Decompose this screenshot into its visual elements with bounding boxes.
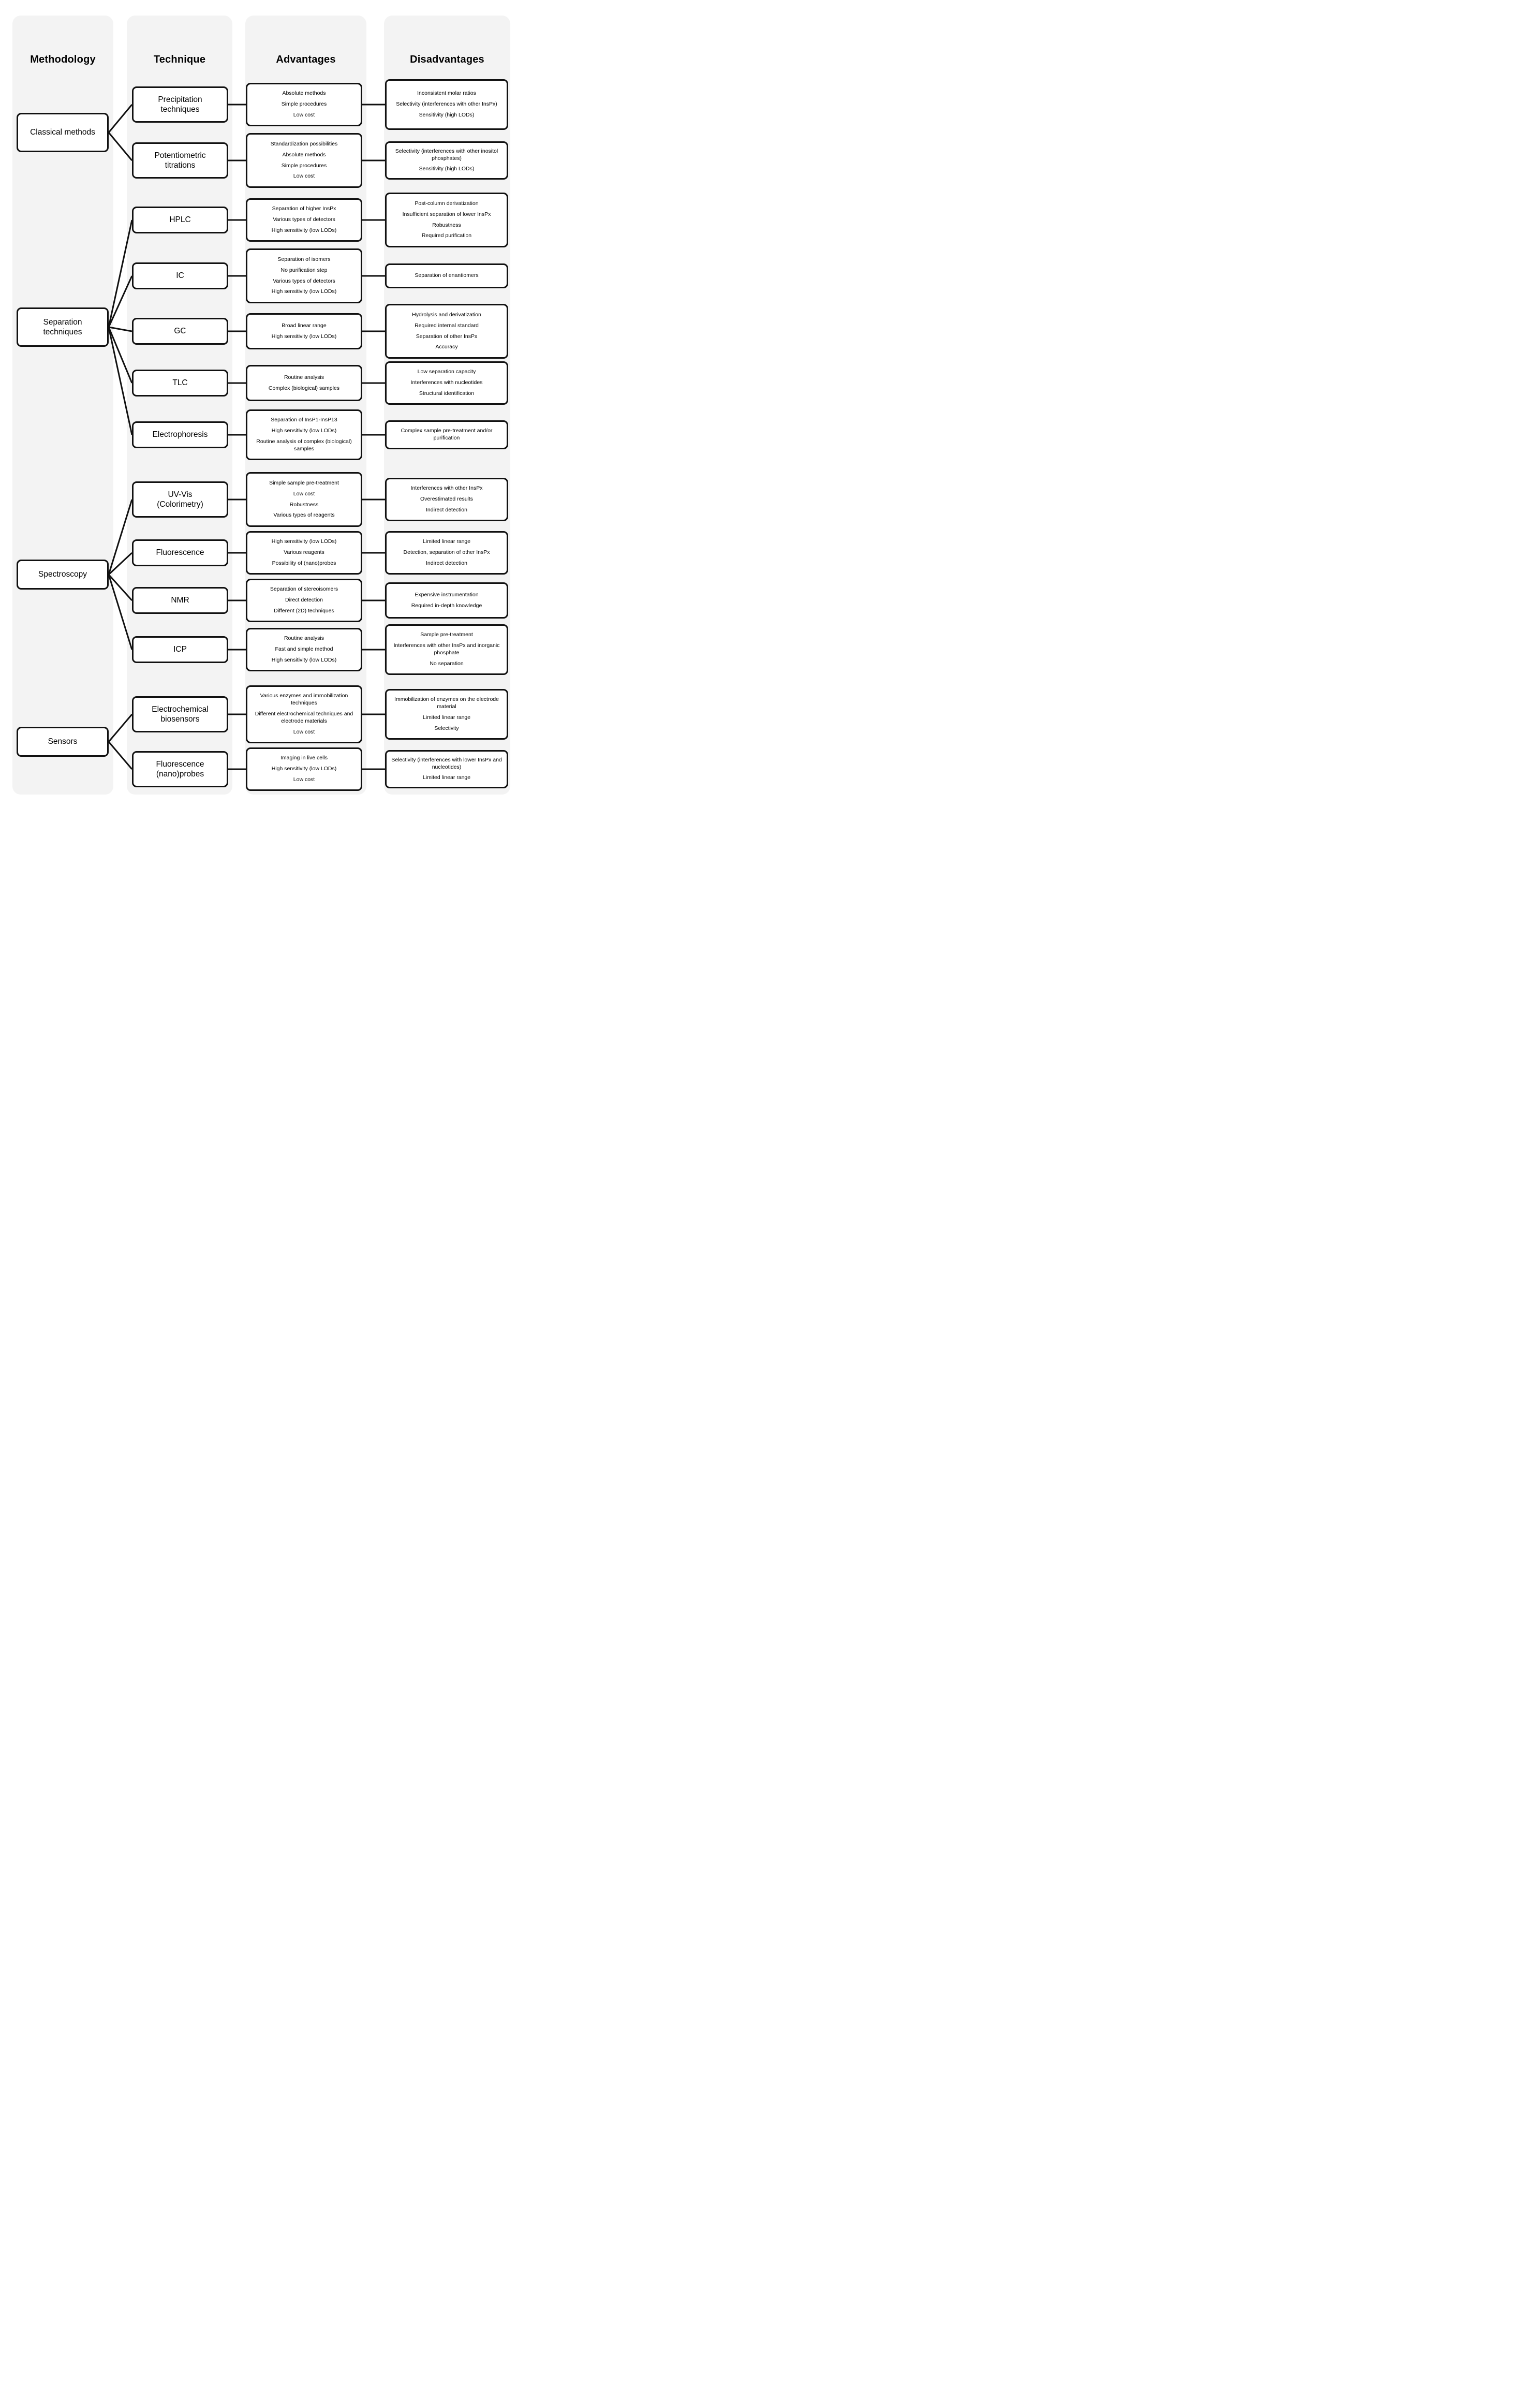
disadvantage-item: Overestimated results xyxy=(420,496,474,503)
advantage-item: Low cost xyxy=(293,173,315,180)
technique-label: UV-Vis (Colorimetry) xyxy=(157,490,203,509)
disadvantage-item: Required in-depth knowledge xyxy=(411,602,482,609)
disadvantage-item: Insufficient separation of lower InsPx xyxy=(402,211,491,217)
disadvantage-item: Sensitivity (high LODs) xyxy=(419,166,475,172)
advantage-item: Standardization possibilities xyxy=(270,140,338,147)
disadvantage-item: Expensive instrumentation xyxy=(415,591,479,598)
disadvantage-item: Indirect detection xyxy=(426,506,467,513)
technique-label: ICP xyxy=(173,645,187,654)
advantage-item: Separation of higher InsPx xyxy=(272,205,336,212)
disadvantage-item: Selectivity (interferences with other InsPx) xyxy=(396,101,497,108)
disadvantage-item: Separation of other InsPx xyxy=(416,333,478,340)
advantage-item: High sensitivity (low LODs) xyxy=(271,288,337,295)
advantage-item: High sensitivity (low LODs) xyxy=(271,227,337,233)
column-header-advantages: Advantages xyxy=(276,53,336,65)
technique-label: TLC xyxy=(172,378,188,388)
disadvantages-box-fluorescence xyxy=(385,531,508,575)
advantage-item: Simple procedures xyxy=(281,162,327,169)
disadvantage-item: Limited linear range xyxy=(422,538,471,545)
advantage-item: Low cost xyxy=(293,776,315,783)
advantages-box-tlc xyxy=(246,365,362,401)
technique-node-fluorescence-nanoprobes xyxy=(132,751,228,787)
disadvantage-item: Sample pre-treatment xyxy=(420,632,473,638)
advantage-item: Routine analysis of complex (biological) samples xyxy=(256,438,352,452)
methodology-label: Separation techniques xyxy=(43,317,82,336)
disadvantages-box-uv-vis xyxy=(385,478,508,521)
disadvantage-item: Interferences with other InsPx and inorganic phosphate xyxy=(393,642,500,656)
disadvantage-item: Selectivity (interferences with other inositol phosphates) xyxy=(395,148,498,161)
technique-node-potentiometric-titrations xyxy=(132,142,228,179)
advantage-item: Various types of reagents xyxy=(273,512,335,519)
advantages-box-hplc xyxy=(246,198,362,242)
advantage-item: Various enzymes and immobilization techniques xyxy=(260,693,348,707)
technique-node-precipitation-techniques xyxy=(132,86,228,123)
technique-node-hplc xyxy=(132,207,228,233)
disadvantage-item: Accuracy xyxy=(435,344,458,350)
advantage-item: Separation of InsP1-InsP13 xyxy=(271,417,337,423)
disadvantage-item: Immobilization of enzymes on the electrode material xyxy=(394,696,499,710)
advantages-box-ic xyxy=(246,248,362,303)
advantage-item: No purification step xyxy=(280,267,328,273)
advantage-item: Low cost xyxy=(293,490,315,497)
technique-label: Potentiometric titrations xyxy=(154,151,206,170)
advantage-item: Low cost xyxy=(293,111,315,118)
methodology-label: Classical methods xyxy=(30,128,95,137)
advantages-box-nmr xyxy=(246,579,362,622)
advantage-item: High sensitivity (low LODs) xyxy=(271,333,337,340)
advantage-item: Various reagents xyxy=(284,549,324,556)
advantage-item: Various types of detectors xyxy=(273,216,335,223)
advantages-box-electrophoresis xyxy=(246,409,362,460)
technique-node-gc xyxy=(132,318,228,345)
disadvantages-box-icp xyxy=(385,624,508,675)
technique-label: GC xyxy=(174,327,186,336)
advantage-item: Different electrochemical techniques and electrode materials xyxy=(255,711,353,724)
technique-label: HPLC xyxy=(169,215,191,225)
technique-node-fluorescence xyxy=(132,539,228,566)
technique-label: Electrochemical biosensors xyxy=(152,704,209,724)
disadvantages-box-hplc xyxy=(385,193,508,247)
technique-node-uv-vis-colorimetry xyxy=(132,481,228,518)
advantage-item: Low cost xyxy=(293,728,315,735)
disadvantages-box-fluorescence-nanoprobes xyxy=(385,750,508,788)
disadvantage-item: Post-column derivatization xyxy=(415,200,479,207)
advantage-item: Different (2D) techniques xyxy=(274,607,334,614)
disadvantage-item: Structural identification xyxy=(419,390,475,397)
disadvantages-box-tlc xyxy=(385,361,508,405)
advantage-item: Broad linear range xyxy=(282,322,327,329)
disadvantages-box-electrophoresis xyxy=(385,420,508,449)
advantages-box-fluorescence-nanoprobes xyxy=(246,747,362,791)
advantage-item: High sensitivity (low LODs) xyxy=(271,428,337,434)
technique-node-electrochemical-biosensors xyxy=(132,696,228,732)
advantage-item: Imaging in live cells xyxy=(280,755,328,761)
disadvantage-item: Separation of enantiomers xyxy=(415,272,479,279)
advantage-item: Various types of detectors xyxy=(273,277,335,284)
advantage-item: Robustness xyxy=(289,501,319,508)
advantage-item: Separation of stereoisomers xyxy=(270,586,338,593)
technique-node-tlc xyxy=(132,370,228,397)
technique-label: Fluorescence (nano)probes xyxy=(156,759,204,779)
disadvantage-item: Required purification xyxy=(421,232,472,239)
disadvantages-box-nmr xyxy=(385,582,508,619)
disadvantages-box-precipitation xyxy=(385,79,508,130)
advantage-item: Possibility of (nano)probes xyxy=(272,560,336,566)
disadvantage-item: Indirect detection xyxy=(426,560,467,566)
advantages-box-precipitation xyxy=(246,83,362,126)
technique-node-icp xyxy=(132,636,228,663)
technique-label: NMR xyxy=(171,596,189,605)
technique-node-electrophoresis xyxy=(132,421,228,448)
methodology-node-classical-methods xyxy=(17,113,109,152)
advantage-item: Absolute methods xyxy=(282,90,326,97)
methodology-node-separation-techniques xyxy=(17,307,109,347)
disadvantage-item: Limited linear range xyxy=(422,714,471,721)
disadvantage-item: Required internal standard xyxy=(415,322,479,329)
disadvantage-item: Limited linear range xyxy=(422,774,471,781)
methodology-label: Spectroscopy xyxy=(38,570,87,579)
technique-label: Electrophoresis xyxy=(152,430,208,439)
methodology-label: Sensors xyxy=(48,737,78,746)
advantage-item: Simple procedures xyxy=(281,101,327,108)
technique-node-nmr xyxy=(132,587,228,614)
advantage-item: Complex (biological) samples xyxy=(268,385,340,391)
methodology-node-spectroscopy xyxy=(17,560,109,590)
advantage-item: Routine analysis xyxy=(284,635,324,642)
disadvantage-item: Detection, separation of other InsPx xyxy=(403,549,490,556)
advantages-box-potentiometric xyxy=(246,133,362,188)
disadvantage-item: Sensitivity (high LODs) xyxy=(419,111,475,118)
advantage-item: Separation of isomers xyxy=(277,256,331,262)
technique-label: Precipitation techniques xyxy=(158,95,202,114)
disadvantage-item: Inconsistent molar ratios xyxy=(417,90,476,97)
methodology-node-sensors xyxy=(17,727,109,757)
disadvantage-item: Robustness xyxy=(432,222,461,228)
disadvantages-box-electrochemical-biosensors xyxy=(385,689,508,740)
advantage-item: Simple sample pre-treatment xyxy=(269,479,339,486)
disadvantages-box-potentiometric xyxy=(385,141,508,180)
technique-node-ic xyxy=(132,262,228,289)
disadvantage-item: Interferences with other InsPx xyxy=(410,485,483,492)
column-header-methodology: Methodology xyxy=(30,53,96,65)
advantages-box-electrochemical-biosensors xyxy=(246,685,362,743)
disadvantage-item: Hydrolysis and derivatization xyxy=(412,311,481,318)
disadvantage-item: Selectivity (interferences with lower InsPx and nucleotides) xyxy=(391,756,502,770)
column-header-technique: Technique xyxy=(153,53,206,65)
disadvantage-item: Complex sample pre-treatment and/or purification xyxy=(401,428,493,441)
advantage-item: High sensitivity (low LODs) xyxy=(271,538,337,545)
diagram-canvas xyxy=(0,0,512,803)
technique-label: Fluorescence xyxy=(156,548,204,557)
advantage-item: Absolute methods xyxy=(282,151,326,158)
advantage-item: Direct detection xyxy=(285,597,323,604)
advantages-box-gc xyxy=(246,313,362,349)
disadvantages-box-ic xyxy=(385,263,508,288)
advantage-item: High sensitivity (low LODs) xyxy=(271,656,337,663)
disadvantage-item: No separation xyxy=(430,660,464,667)
advantages-box-icp xyxy=(246,628,362,671)
technique-label: IC xyxy=(176,271,184,281)
advantage-item: High sensitivity (low LODs) xyxy=(271,766,337,772)
disadvantage-item: Interferences with nucleotides xyxy=(410,379,483,386)
advantages-box-uv-vis xyxy=(246,472,362,527)
disadvantage-item: Low separation capacity xyxy=(417,369,476,375)
column-header-disadvantages: Disadvantages xyxy=(410,53,484,65)
advantages-box-fluorescence xyxy=(246,531,362,575)
advantage-item: Routine analysis xyxy=(284,374,324,380)
disadvantages-box-gc xyxy=(385,304,508,359)
disadvantage-item: Selectivity xyxy=(434,725,459,731)
advantage-item: Fast and simple method xyxy=(275,646,333,653)
